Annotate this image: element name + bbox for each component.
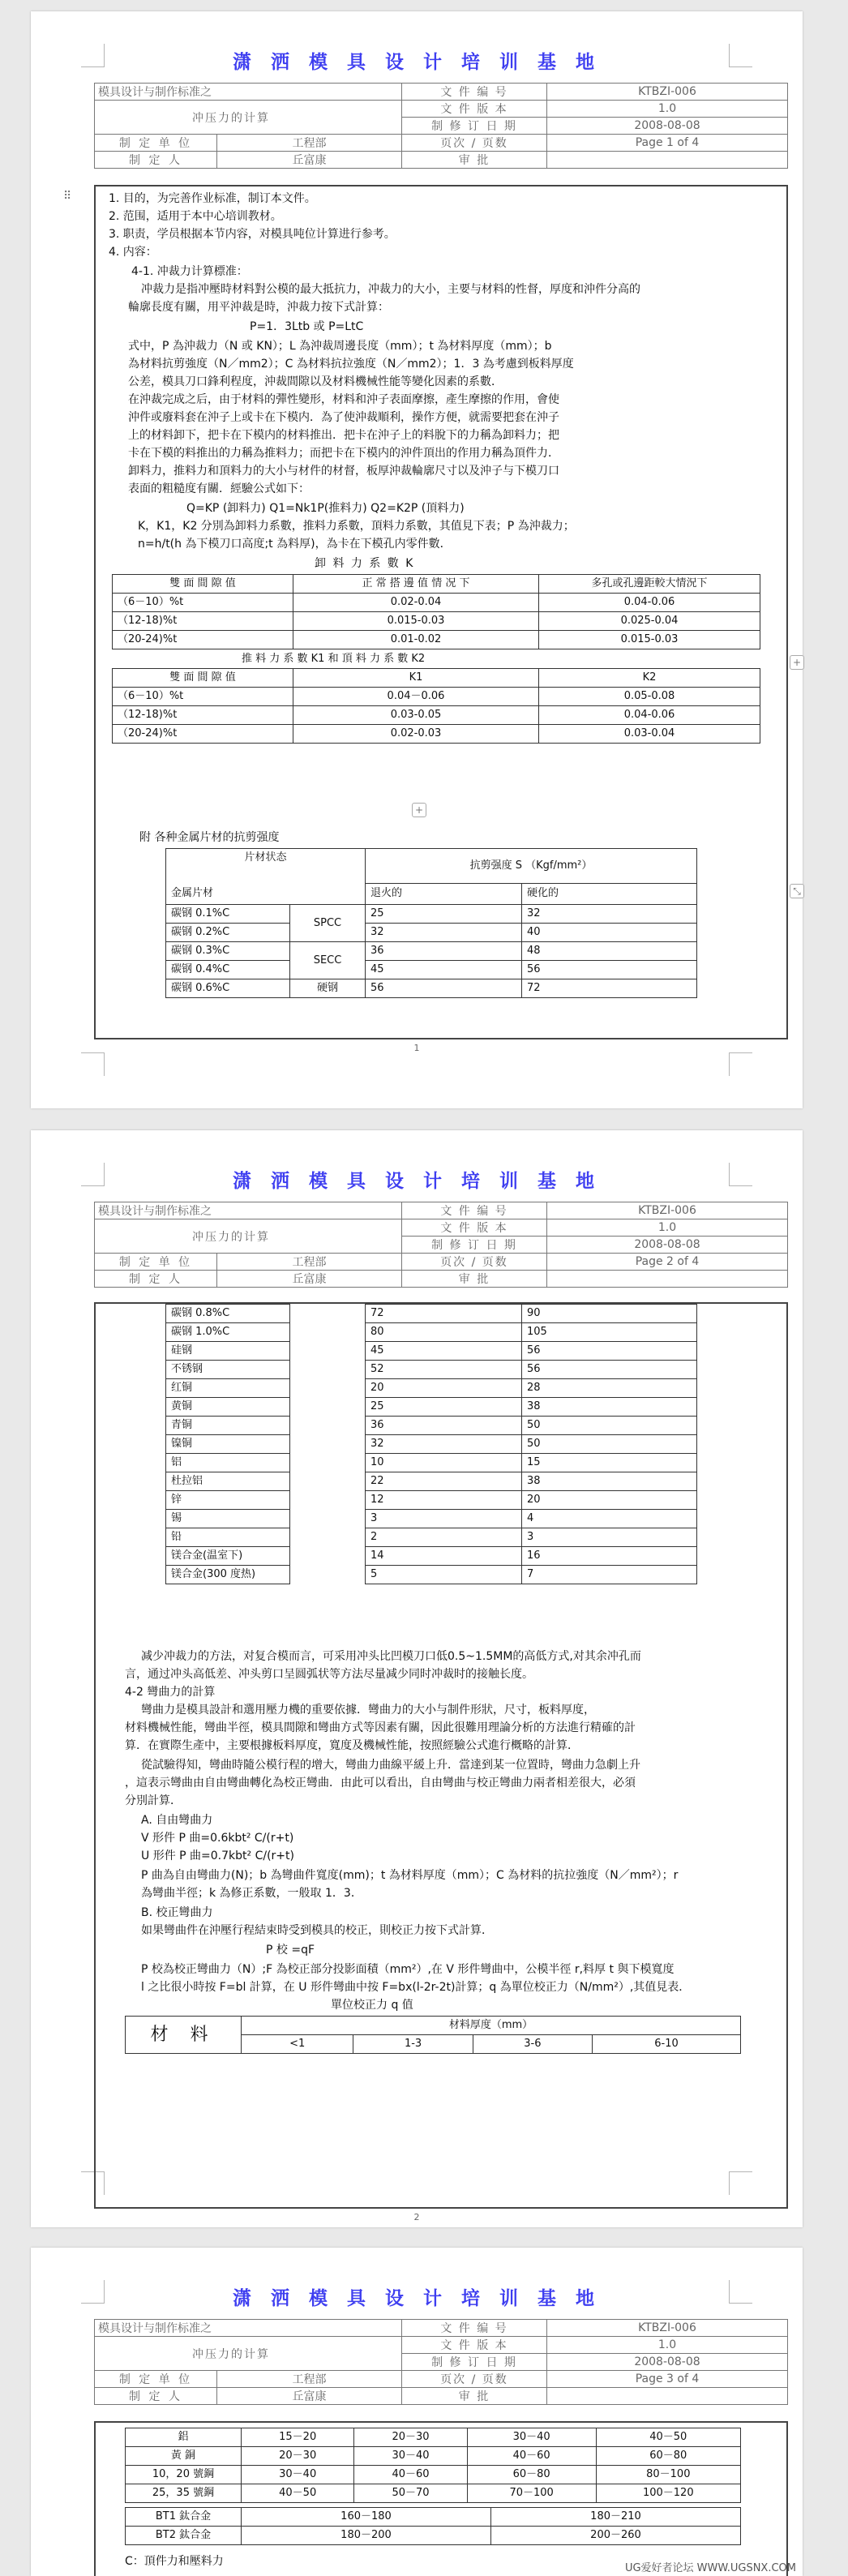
table-row: （6－10）%t 0.02-0.04 0.04-0.06 [113, 594, 760, 612]
table-header-cell: 雙 面 間 隙 值 [113, 669, 293, 688]
doc-no-label: 文 件 编 号 [402, 84, 547, 101]
company-title: 潇 洒 模 具 设 计 培 训 基 地 [232, 1171, 602, 1192]
table-row: 25，35 號鋼 40－50 50－70 70－100 100－120 [126, 2484, 741, 2503]
table-caption: 推 料 力 系 數 K1 和 頂 料 力 系 數 K2 [242, 653, 426, 665]
table-row: 锌 12 20 [166, 1491, 697, 1510]
formula-line: P 校 =qF [266, 1944, 315, 1957]
para-line: 减少冲裁力的方法，对复合模而言，可采用冲头比凹模刀口低0.5~1.5MM的高低方式,对其余冲孔而 [141, 1650, 641, 1663]
table-header-cell: K1 [293, 669, 539, 688]
appendix-title: 附 各种金属片材的抗剪强度 [139, 831, 280, 844]
unit-label: 制 定 单 位 [118, 137, 193, 150]
table-row: 红铜 20 28 [166, 1379, 697, 1398]
doc-name: 冲压力的计算 [95, 101, 402, 135]
author-value: 丘富康 [216, 152, 401, 168]
intro-line: 3. 职责，学员根据本节内容，对模具吨位计算进行参考。 [109, 228, 396, 241]
pages-value: Page 3 of 4 [547, 2371, 788, 2388]
table-header-cell: 多孔或孔邊距較大情況下 [539, 575, 760, 594]
unit-label: 制 定 单 位 [118, 1256, 193, 1269]
para-line: 如果彎曲件在沖壓行程結束時受到模具的校正，則校正力按下式計算． [141, 1924, 493, 1937]
doc-name: 冲压力的计算 [95, 1219, 402, 1254]
review-label: 审 批 [402, 2388, 547, 2405]
para-line: 從試驗得知，彎曲時隨公模行程的增大，彎曲力曲線平緩上升．當達到某一位置時，彎曲力急劇上升 [141, 1759, 640, 1772]
titanium-alloy-table [125, 2507, 741, 2545]
table-row: 黄铜 25 38 [166, 1398, 697, 1417]
review-label: 审 批 [402, 1271, 547, 1288]
version-value: 1.0 [547, 1219, 788, 1237]
table-row: 碳钢 1.0%C 80 105 [166, 1323, 697, 1342]
shear-strength-table [165, 848, 697, 998]
table-row: BT1 鈦合金 160－180 180－210 [126, 2508, 741, 2527]
doc-no-label: 文 件 编 号 [402, 2320, 547, 2337]
version-label: 文 件 版 本 [402, 2337, 547, 2354]
table-row: 碳钢 0.4%C 45 56 [166, 961, 697, 979]
pages-value: Page 1 of 4 [547, 135, 788, 152]
doc-no-value: KTBZI-006 [547, 1202, 788, 1219]
para-line: 表面的粗糙度有關．經驗公式如下： [128, 482, 310, 495]
doc-category: 模具设计与制作标准之 [95, 1202, 402, 1219]
version-label: 文 件 版 本 [402, 1219, 547, 1237]
content-frame [94, 1302, 788, 2209]
page-number: 1 [413, 1043, 420, 1053]
para-line: 沖件或廢料套在沖子上或卡在下模内．為了使沖裁順利，操作方便，就需要把套在沖子 [128, 411, 559, 424]
para-line: 輪廓長度有關，用平沖裁是時，沖裁力按下式計算： [128, 301, 389, 314]
unit-label: 制 定 单 位 [118, 2373, 193, 2386]
table-row: （12-18)%t 0.03-0.05 0.04-0.06 [113, 706, 760, 725]
header-table [94, 83, 788, 169]
table-add-row-icon[interactable]: + [412, 803, 426, 817]
author-label: 制 定 人 [129, 1273, 182, 1286]
unload-coefficient-table [112, 574, 760, 649]
company-title: 潇 洒 模 具 设 计 培 训 基 地 [232, 52, 602, 73]
document-page-2 [31, 1130, 803, 2227]
para-line: P 校為校正彎曲力（N）;F 為校正部分投影面積（mm²）,在 V 形件彎曲中，公模半徑 r,料厚 t 與下模寬度 [141, 1963, 675, 1976]
table-header-cell: K2 [539, 669, 760, 688]
unit-value: 工程部 [216, 135, 401, 151]
para-line: l 之比很小時按 F=bl 計算，在 U 形件彎曲中按 F=bx(l-2r-2t)計算；q 為單位校正力（N/mm²）,其值見表． [141, 1981, 691, 1994]
table-row: 碳钢 0.3%C SECC 36 48 [166, 942, 697, 961]
drag-handle-icon[interactable]: ⠿ [63, 190, 72, 203]
para-line: 冲裁力是指冲壓時材料對公模的最大抵抗力，冲裁力的大小，主要与材料的性督，厚度和沖件分高的 [141, 283, 640, 296]
table-row: BT2 鈦合金 180－200 200－260 [126, 2527, 741, 2545]
table-caption: 卸 料 力 系 數 K [315, 557, 415, 570]
date-label: 制 修 订 日 期 [402, 2354, 547, 2371]
strength-label: 抗剪强度 S （Kgf/mm²） [366, 849, 697, 884]
unit-value: 工程部 [216, 1254, 401, 1270]
author-label: 制 定 人 [129, 2390, 182, 2403]
document-page-1 [31, 11, 803, 1108]
para-line: P 曲為自由彎曲力(N)；b 為彎曲件寬度(mm)；t 為材料厚度（mm）；C 為材料的抗拉強度（N／mm²）；r [141, 1869, 679, 1882]
author-value: 丘富康 [216, 2388, 401, 2404]
pages-label: 页次 / 页数 [402, 2371, 547, 2388]
para-line: n=h/t(h 為下模刀口高度;t 為料厚)，為卡在下模孔内零件數． [138, 538, 452, 551]
para-line: K，K1，K2 分別為卸料力系數，推料力系數，頂料力系數，其值見下表；P 為沖裁力； [138, 520, 575, 533]
correction-force-table-header: 材 料 材料厚度（mm） <1 1-3 3-6 6-10 [125, 2016, 741, 2054]
annealed-label: 退火的 [366, 883, 522, 905]
version-value: 1.0 [547, 2337, 788, 2354]
para-line: 為彎曲半徑；k 為修正系數，一般取 1．3． [141, 1887, 362, 1900]
table-row: 镁合金(300 度热) 5 7 [166, 1566, 697, 1584]
table-header-cell: 雙 面 間 隙 值 [113, 575, 293, 594]
date-label: 制 修 订 日 期 [402, 1237, 547, 1254]
pages-value: Page 2 of 4 [547, 1254, 788, 1271]
para-line: 卡在下模的料推出的力稱為推料力；而把卡在下模内的沖件頂出的作用力稱為頂件力． [128, 447, 559, 460]
table-row: 镍铜 32 50 [166, 1435, 697, 1454]
correction-force-table [125, 2428, 741, 2503]
doc-name: 冲压力的计算 [95, 2337, 402, 2371]
table-row: （12-18)%t 0.015-0.03 0.025-0.04 [113, 612, 760, 631]
para-line: 式中，P 為沖裁力（N 或 KN）；L 為沖裁周邊長度（mm）；t 為材料厚度（mm）；b [128, 340, 552, 353]
table-header-cell: 正 常 搭 邊 值 情 况 下 [293, 575, 539, 594]
table-row: 硅钢 45 56 [166, 1342, 697, 1361]
sub-title: B. 校正彎曲力 [141, 1906, 213, 1919]
para-line: 卸料力，推料力和頂料力的大小与材件的材督，板厚沖裁輪廓尺寸以及沖子与下模刀口 [128, 465, 559, 478]
doc-category: 模具设计与制作标准之 [95, 2320, 402, 2337]
version-label: 文 件 版 本 [402, 101, 547, 118]
para-line: 彎曲力是模具設計和選用壓力機的重要依據．彎曲力的大小与制件形狀，尺寸，板料厚度， [141, 1704, 595, 1717]
table-row: （6－10）%t 0.04－0.06 0.05-0.08 [113, 688, 760, 706]
page-number: 2 [413, 2212, 420, 2222]
table-caption: 單位校正力 q 值 [331, 1999, 413, 2012]
doc-no-value: KTBZI-006 [547, 84, 788, 101]
table-row: 不锈钢 52 56 [166, 1361, 697, 1379]
header-table [94, 1202, 788, 1288]
date-value: 2008-08-08 [547, 1237, 788, 1254]
table-row: 碳钢 0.1%C SPCC 25 32 [166, 905, 697, 924]
state-label: 片材状态 [166, 849, 366, 868]
metal-label: 金属片材 [166, 883, 366, 905]
content-frame [94, 185, 802, 1039]
table-row: 碳钢 0.6%C 硬钢 56 72 [166, 979, 697, 998]
table-row: 铝 10 15 [166, 1454, 697, 1472]
pages-label: 页次 / 页数 [402, 1254, 547, 1271]
date-label: 制 修 订 日 期 [402, 118, 547, 135]
para-line: 分別計算． [125, 1794, 182, 1807]
shear-strength-table-continued [165, 1304, 697, 1584]
version-value: 1.0 [547, 101, 788, 118]
table-row: 黃 銅 20－30 30－40 40－60 60－80 [126, 2447, 741, 2466]
doc-no-label: 文 件 编 号 [402, 1202, 547, 1219]
para-line: ，這表示彎曲由自由彎曲轉化為校正彎曲．由此可以看出，自由彎曲与校正彎曲力兩者相差很大，必須 [125, 1777, 636, 1789]
unit-value: 工程部 [216, 2371, 401, 2387]
table-row: 鋁 15－20 20－30 30－40 40－50 [126, 2428, 741, 2447]
formula-line: Q=KP (卸料力) Q1=Nk1P(推料力) Q2=K2P (頂料力) [186, 502, 465, 515]
para-line: 公差，模具刀口鋒利程度，沖裁間隙以及材料機械性能等變化因素的系數． [128, 375, 503, 388]
intro-line: 4. 内容： [109, 246, 157, 259]
section-title: 4-2 彎曲力的計算 [125, 1686, 216, 1699]
table-row: 碳钢 0.2%C 32 40 [166, 924, 697, 942]
table-row: 青铜 36 50 [166, 1417, 697, 1435]
para-line: 材料機械性能，彎曲半徑，模具間隙和彎曲方式等因素有關，因此很難用理論分析的方法進行精確的計 [125, 1721, 636, 1734]
para-line: 為材料抗剪強度（N／mm2）；C 為材料抗拉強度（N／mm2）；1．3 為考慮到板料厚度 [128, 358, 574, 371]
para-line: 算．在實際生產中，主要根據板料厚度，寬度及機械性能，按照經驗公式進行概略的計算． [125, 1739, 579, 1752]
doc-no-value: KTBZI-006 [547, 2320, 788, 2337]
table-row: 铅 2 3 [166, 1528, 697, 1547]
review-label: 审 批 [402, 152, 547, 169]
table-resize-icon[interactable]: ⤡ [790, 884, 804, 898]
table-row: 碳钢 0.8%C 72 90 [166, 1305, 697, 1323]
intro-line: 1. 目的，为完善作业标准，制订本文件。 [109, 192, 316, 205]
company-title: 潇 洒 模 具 设 计 培 训 基 地 [232, 2288, 602, 2309]
material-label: 材 料 [126, 2017, 242, 2054]
para-line: 在沖裁完成之后，由于材料的彈性變形，材料和沖子表面摩擦，產生摩擦的作用，會使 [128, 393, 559, 406]
author-value: 丘富康 [216, 1271, 401, 1287]
header-table [94, 2319, 788, 2405]
table-row: （20-24)%t 0.01-0.02 0.015-0.03 [113, 631, 760, 649]
hardened-label: 硬化的 [522, 883, 697, 905]
para-line: 言，通过冲头高低差、冲头剪口呈圆弧状等方法尽量减少同时冲裁时的接触长度。 [125, 1668, 533, 1681]
forum-watermark: UG爱好者论坛 WWW.UGSNX.COM [624, 2562, 796, 2574]
table-row: （20-24)%t 0.02-0.03 0.03-0.04 [113, 725, 760, 744]
table-row: 镁合金(温室下) 14 16 [166, 1547, 697, 1566]
author-label: 制 定 人 [129, 154, 182, 167]
document-page-3 [31, 2248, 803, 2576]
sub-title: A. 自由彎曲力 [141, 1814, 213, 1827]
para-line: 上的材料卸下，把卡在下模内的材料推出．把卡在沖子上的料脫下的力稱為卸料力；把 [128, 429, 559, 442]
thickness-label: 材料厚度（mm） [242, 2017, 741, 2035]
pages-label: 页次 / 页数 [402, 135, 547, 152]
table-row: 杜拉铝 22 38 [166, 1472, 697, 1491]
intro-line: 2. 范围，适用于本中心培训教材。 [109, 210, 282, 223]
formula-line: P=1．3Ltb 或 P=LtC [250, 320, 364, 333]
page-corner-mark [81, 1052, 105, 1076]
push-coefficient-table [112, 668, 760, 744]
date-value: 2008-08-08 [547, 118, 788, 135]
content-frame [94, 2421, 788, 2576]
sub-title: C：頂件力和壓料力 [125, 2555, 224, 2568]
section-title: 4-1. 冲裁力计算標准： [131, 265, 248, 278]
date-value: 2008-08-08 [547, 2354, 788, 2371]
page-corner-mark [729, 1052, 752, 1076]
table-row: 锡 3 4 [166, 1510, 697, 1528]
table-row: 10，20 號鋼 30－40 40－60 60－80 80－100 [126, 2466, 741, 2484]
table-add-icon[interactable]: + [790, 655, 804, 670]
formula-line: V 形件 P 曲=0.6kbt² C/(r+t) [141, 1832, 294, 1845]
formula-line: U 形件 P 曲=0.7kbt² C/(r+t) [141, 1849, 294, 1862]
doc-category: 模具设计与制作标准之 [95, 84, 402, 101]
